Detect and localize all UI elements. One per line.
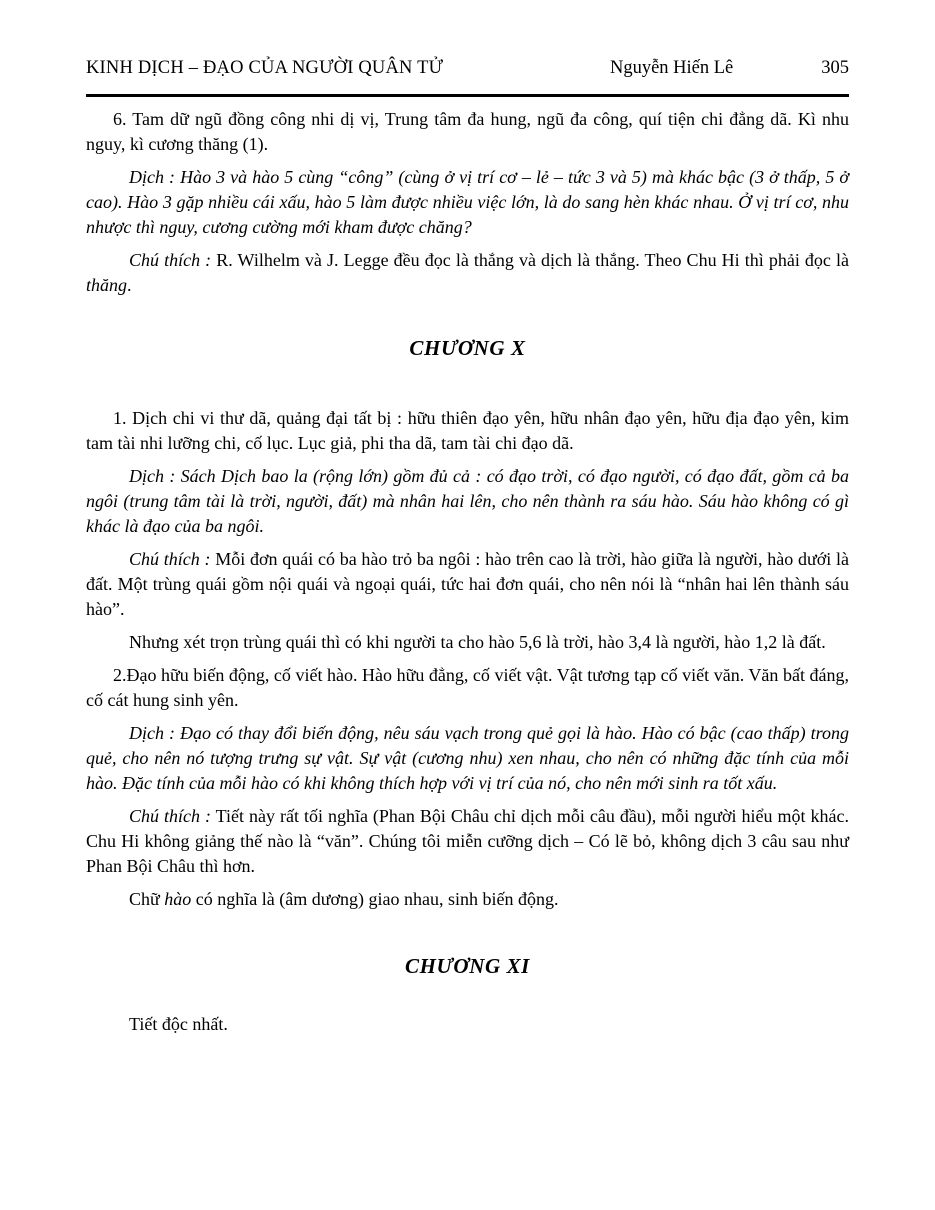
author-name: Nguyễn Hiến Lê: [609, 58, 734, 78]
chu-thich-period: .: [127, 275, 132, 295]
header-divider: [86, 94, 849, 97]
chu-thich-label: Chú thích :: [129, 250, 212, 270]
paragraph-chu-thich-2: [86, 804, 849, 879]
note-emphasis: hào: [164, 889, 192, 909]
chapter-xi-title: CHƯƠNG XI: [405, 954, 530, 978]
chu-thich-label: Chú thích :: [129, 806, 211, 826]
paragraph-dich-1: Dịch : Sách Dịch bao la (rộng lớn) gồm đủ cả : có đạo trời, có đạo người, có đạo đất, gồm cả ba ngôi (trung tâm tài là trời, người, đất) mà nhân hai lên, cho nên thành ra sáu hào. Sáu hào không có gì khác là đạo của ba ngôi.: [86, 466, 849, 536]
paragraph-kinh-van-1: 1. Dịch chi vi thư dã, quảng đại tất bị : hữu thiên đạo yên, hữu nhân đạo yên, hữu địa đạo yên, kim tam tài nhi lưỡng chi, cố lục. Lục giả, phi tha dã, tam tài chi đạo dã.: [86, 408, 849, 453]
chu-thich-emphasis: thăng: [86, 275, 128, 295]
page-content: [86, 107, 849, 1037]
note-text-start: Chữ: [129, 889, 165, 909]
paragraph-tiet-doc-nhat: Tiết độc nhất.: [129, 1014, 228, 1034]
paragraph-note-hao: [86, 887, 849, 912]
chu-thich-text: R. Wilhelm và J. Legge đều đọc là thắng và dịch là thắng. Theo Chu Hi thì phải đọc là: [211, 250, 849, 270]
paragraph-kinh-van-6: 6. Tam dữ ngũ đồng công nhi dị vị, Trung tâm đa hung, ngũ đa công, quí tiện chi đẳng dã. Kì nhu nguy, kì cương thăng (1).: [86, 109, 849, 154]
chapter-x-title: CHƯƠNG X: [409, 336, 526, 360]
paragraph-dich-2: Dịch : Đạo có thay đổi biến động, nêu sáu vạch trong quẻ gọi là hào. Hào có bậc (cao thấp) trong quẻ, cho nên nó tượng trưng sự vật. Sự vật (cương nhu) xen nhau, cho nên có những đặc tính của mỗi hào. Đặc tính của mỗi hào có khi không thích hợp với vị trí của nó, cho nên mới sinh ra tốt xấu.: [86, 723, 849, 793]
page-number: 305: [821, 58, 849, 78]
paragraph-kinh-van-2: 2.Đạo hữu biến động, cố viết hào. Hào hữu đẳng, cố viết vật. Vật tương tạp cố viết văn. Văn bất đáng, cố cát hung sinh yên.: [86, 665, 849, 710]
paragraph-chu-thich-1: [86, 547, 849, 622]
chu-thich-text: Mỗi đơn quái có ba hào trỏ ba ngôi : hào trên cao là trời, hào giữa là người, hào dưới là đất. Một trùng quái gồm nội quái và ngoại quái, tức hai đơn quái, cho nên nói là “nhân hai lên thành sáu hào”.: [86, 549, 849, 619]
page-header: [86, 56, 849, 80]
paragraph-chu-thich-6: [86, 248, 849, 298]
chu-thich-text: Tiết này rất tối nghĩa (Phan Bội Châu chỉ dịch mỗi câu đầu), mỗi người hiểu một khác. Chu Hi không giảng thế nào là “văn”. Chúng tôi miễn cưỡng dịch – Có lẽ bỏ, không dịch 3 câu sau như Phan Bội Châu thì hơn.: [86, 806, 849, 876]
paragraph-note-trung-quai: Nhưng xét trọn trùng quái thì có khi người ta cho hào 5,6 là trời, hào 3,4 là người, hào 1,2 là đất.: [129, 632, 826, 652]
running-title: KINH DỊCH – ĐẠO CỦA NGƯỜI QUÂN TỬ: [86, 58, 444, 78]
paragraph-dich-6: Dịch : Hào 3 và hào 5 cùng “công” (cùng ở vị trí cơ – lẻ – tức 3 và 5) mà khác bậc (3 ở thấp, 5 ở cao). Hào 3 gặp nhiều cái xấu, hào 5 làm được nhiều việc lớn, là do sang hèn khác nhau. Ở vị trí cơ, nhu nhược thì nguy, cương cường mới kham được chăng?: [86, 167, 849, 237]
chu-thich-label: Chú thích :: [129, 549, 211, 569]
note-text-end: có nghĩa là (âm dương) giao nhau, sinh biến động.: [191, 889, 559, 909]
